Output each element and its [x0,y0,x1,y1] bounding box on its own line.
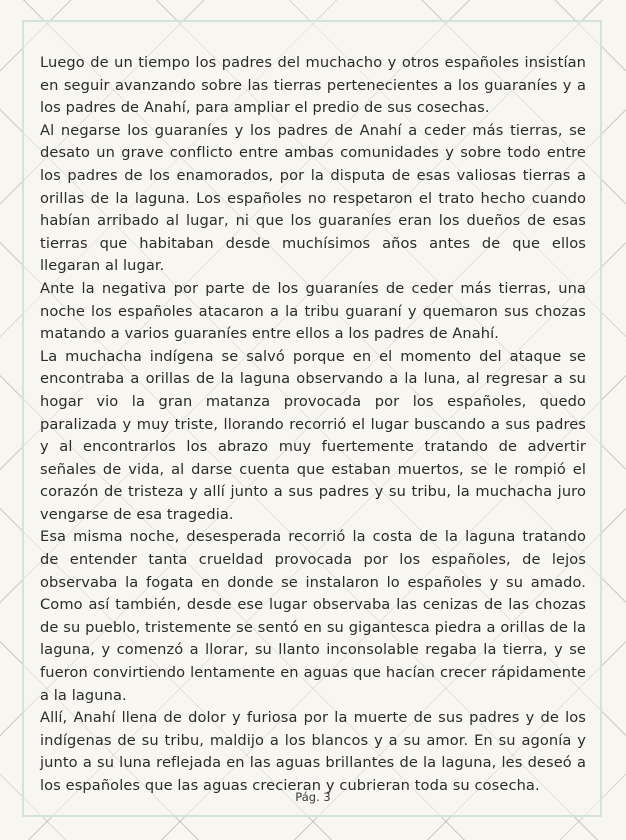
paragraph: La muchacha indígena se salvó porque en el momento del ataque se encontraba a orillas de la laguna observando a la luna, al regresar a su hogar vio la gran matanza provocada por los españoles, quedo paralizada y muy triste, llorando recorrió el lugar buscando a sus padres y al encontrarlos los abrazo muy fuertemente tratando de advertir señales de vida, al darse cuenta que estaban muertos, se le rompió el corazón de tristeza y allí junto a sus padres y su tribu, la muchacha juro vengarse de esa tragedia. [40,347,586,523]
document-body [40,52,586,798]
page-number: Pág. 3 [295,790,331,804]
paragraph: Al negarse los guaraníes y los padres de Anahí a ceder más tierras, se desato un grave conflicto entre ambas comunidades y sobre todo entre los padres de los enamorados, por la disputa de esas valiosas tierras a orillas de la laguna. Los españoles no respetaron el trato hecho cuando habían arribado al lugar, ni que los guaraníes eran los dueños de esas tierras que habitaban desde muchísimos años antes de que ellos llegaran al lugar. [40,121,586,275]
paragraph: Allí, Anahí llena de dolor y furiosa por la muerte de sus padres y de los indígenas de su tribu, maldijo a los blancos y a su amor. En su agonía y junto a su luna reflejada en las aguas brillantes de la laguna, les deseó a los españoles que las aguas crecieran y cubrieran toda su cosecha. [40,709,586,794]
paragraph: Luego de un tiempo los padres del muchacho y otros españoles insistían en seguir avanzando sobre las tierras pertenecientes a los guaraníes y a los padres de Anahí, para ampliar el predio de sus cosechas. [40,54,586,117]
paragraph: Ante la negativa por parte de los guaraníes de ceder más tierras, una noche los españoles atacaron a la tribu guaraní y quemaron sus chozas matando a varios guaraníes entre ellos a los padres de Anahí. [40,279,586,343]
paragraph: Esa misma noche, desesperada recorrió la costa de la laguna tratando de entender tanta crueldad provocada por los españoles, de lejos observaba la fogata en donde se instalaron lo españoles y su amado. Como así también, desde ese lugar observaba las cenizas de las chozas de su pueblo, tristemente se sentó en su gigantesca piedra a orillas de la laguna, y comenzó a llorar, su llanto inconsolable regaba la tierra, y se fueron convirtiendo lentamente en aguas que hacían crecer rápidamente a la laguna. [40,528,586,704]
